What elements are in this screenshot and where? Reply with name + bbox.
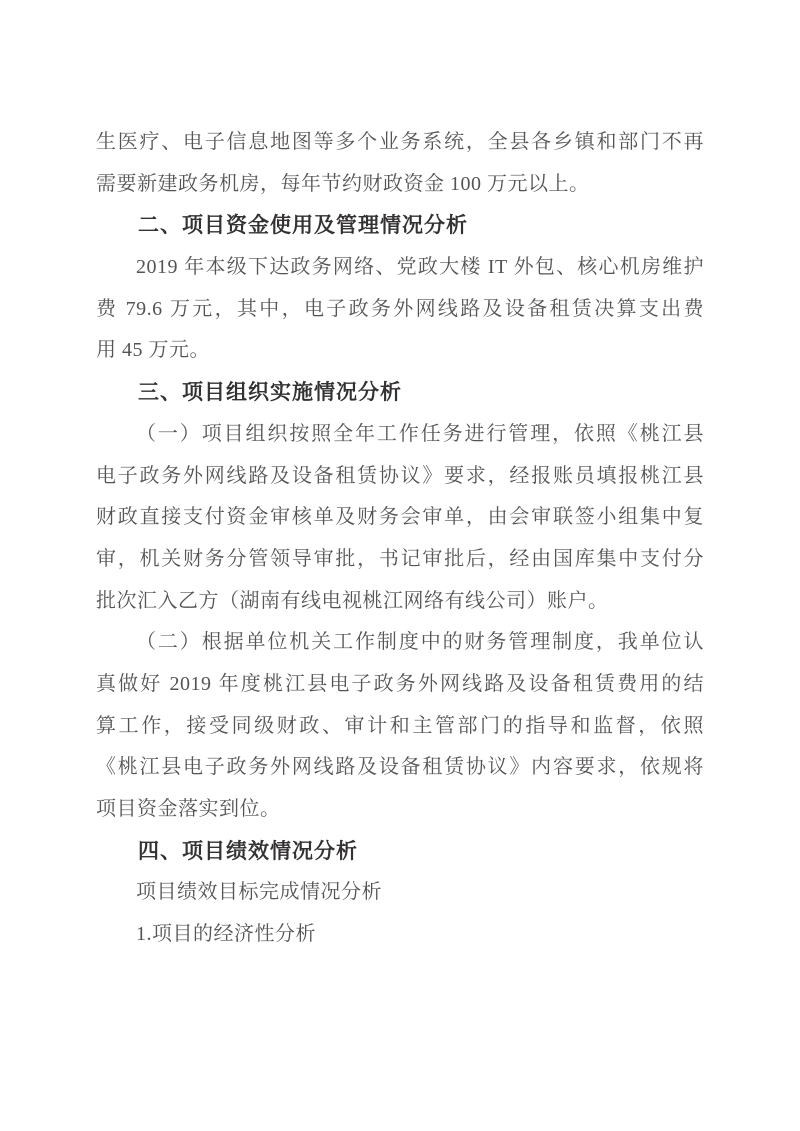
paragraph-line: 批次汇入乙方（湖南有线电视桃江网络有线公司）账户。	[96, 589, 609, 612]
paragraph-line: 项目资金落实到位。	[96, 798, 281, 820]
paragraph-line: 2019 年本级下达政务网络、党政大楼 IT 外包、核心机房维护	[136, 256, 704, 279]
paragraph-line: 费 79.6 万元，其中，电子政务外网线路及设备租赁决算支出费	[96, 297, 704, 320]
paragraph-line: （二）根据单位机关工作制度中的财务管理制度，我单位认	[136, 631, 704, 654]
section-heading: 二、项目资金使用及管理情况分析	[138, 214, 468, 238]
paragraph-line: 用 45 万元。	[96, 339, 210, 362]
section-heading: 三、项目组织实施情况分析	[138, 381, 402, 405]
document-body	[96, 122, 704, 956]
paragraph-line: 项目绩效目标完成情况分析	[136, 881, 382, 904]
paragraph-line: （一）项目组织按照全年工作任务进行管理，依照《桃江县	[136, 422, 704, 445]
paragraph-line: 《桃江县电子政务外网线路及设备租赁协议》内容要求，依规将	[96, 756, 704, 779]
paragraph-line: 生医疗、电子信息地图等多个业务系统，全县各乡镇和部门不再	[96, 131, 704, 153]
paragraph-line: 算工作，接受同级财政、审计和主管部门的指导和监督，依照	[96, 714, 704, 737]
paragraph-line: 审，机关财务分管领导审批，书记审批后，经由国库集中支付分	[96, 547, 704, 570]
paragraph-line: 电子政务外网线路及设备租赁协议》要求，经报账员填报桃江县	[96, 464, 704, 487]
paragraph-line: 需要新建政务机房，每年节约财政资金 100 万元以上。	[96, 172, 590, 195]
paragraph-line: 1.项目的经济性分析	[136, 923, 316, 946]
paragraph-line: 财政直接支付资金审核单及财务会审单，由会审联签小组集中复	[96, 506, 704, 529]
paragraph-line: 真做好 2019 年度桃江县电子政务外网线路及设备租赁费用的结	[96, 672, 704, 695]
section-heading: 四、项目绩效情况分析	[138, 839, 358, 863]
